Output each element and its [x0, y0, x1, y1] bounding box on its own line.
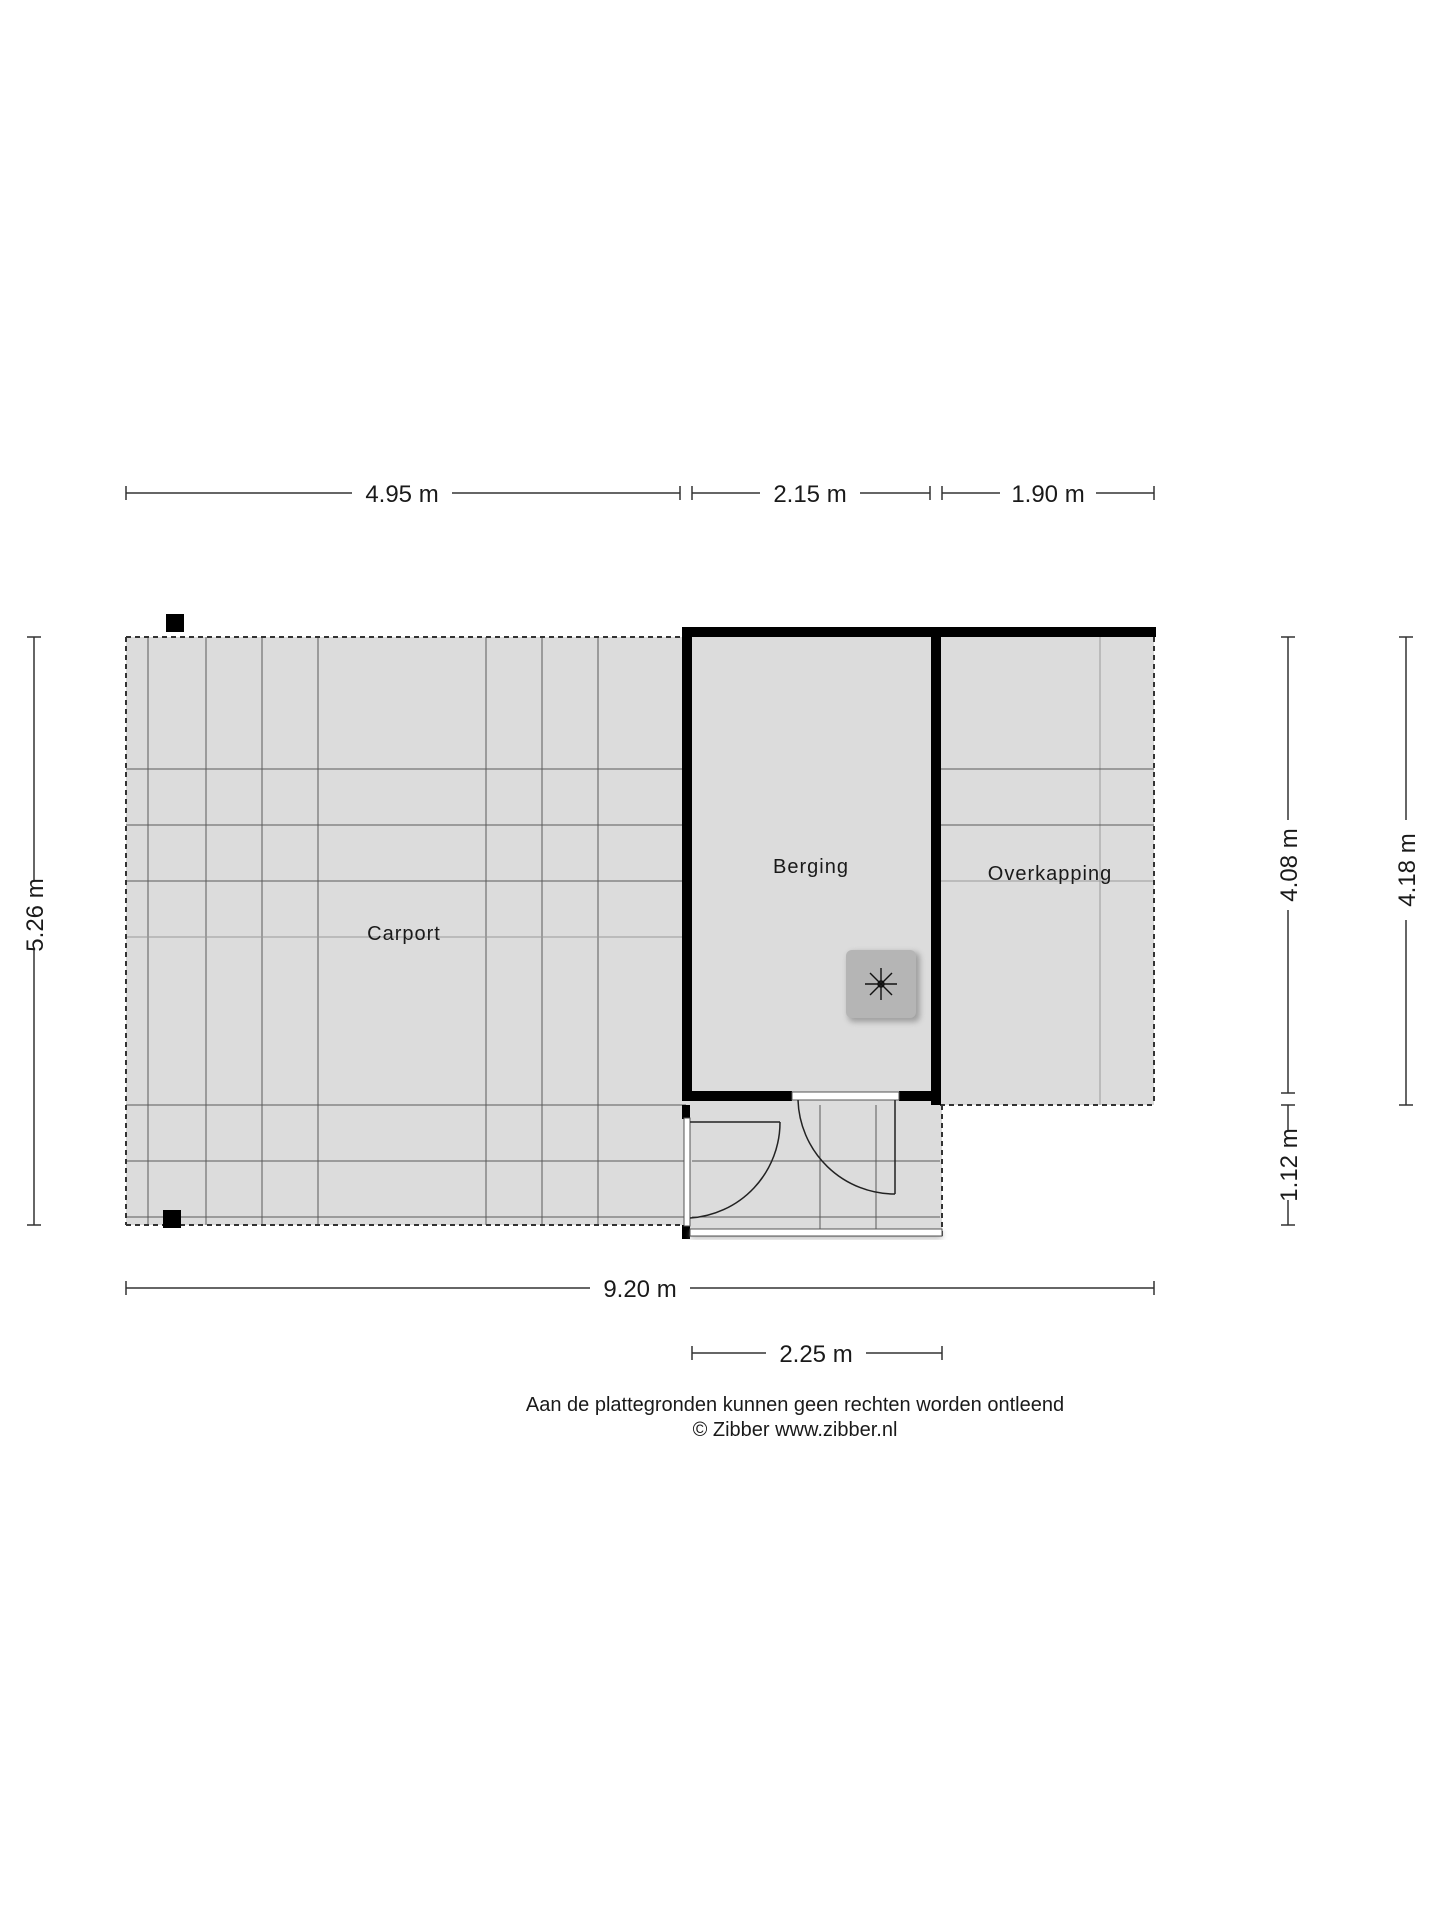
- entrance-frame: [684, 1118, 690, 1226]
- dim-right-inner-height: 4.08 m: [1276, 828, 1303, 902]
- dim-bottom-total: 9.20 m: [603, 1276, 677, 1303]
- dim-top-right: 1.90 m: [1011, 481, 1085, 508]
- dim-right-lower-height: 1.12 m: [1276, 1128, 1303, 1202]
- entrance-sill: [690, 1229, 942, 1236]
- berging-left-wall: [682, 627, 692, 1097]
- entrance-post-bottom: [682, 1225, 690, 1239]
- berging-right-wall: [931, 627, 941, 1105]
- room-label-berging: Berging: [773, 856, 849, 878]
- footer-copyright: © Zibber www.zibber.nl: [692, 1419, 898, 1441]
- pillar-bottom: [163, 1210, 181, 1228]
- pillar-top: [166, 614, 184, 632]
- dim-top-left: 4.95 m: [365, 481, 439, 508]
- entrance-post-top: [682, 1105, 690, 1119]
- dim-right-outer-height: 4.18 m: [1394, 833, 1421, 907]
- dim-left-height: 5.26 m: [22, 878, 49, 952]
- berging-bottom-wall-left: [682, 1091, 792, 1101]
- room-label-overkapping: Overkapping: [987, 863, 1113, 885]
- top-wall: [682, 627, 1156, 637]
- berging-bottom-wall-right: [899, 1091, 941, 1101]
- fan-icon: [846, 950, 920, 1022]
- room-label-carport: Carport: [367, 923, 441, 945]
- dim-top-mid: 2.15 m: [773, 481, 847, 508]
- entrance-floor: [686, 1097, 942, 1237]
- dim-bottom-extension: 2.25 m: [779, 1341, 853, 1368]
- footer-disclaimer: Aan de plattegronden kunnen geen rechten worden ontleend: [525, 1394, 1065, 1416]
